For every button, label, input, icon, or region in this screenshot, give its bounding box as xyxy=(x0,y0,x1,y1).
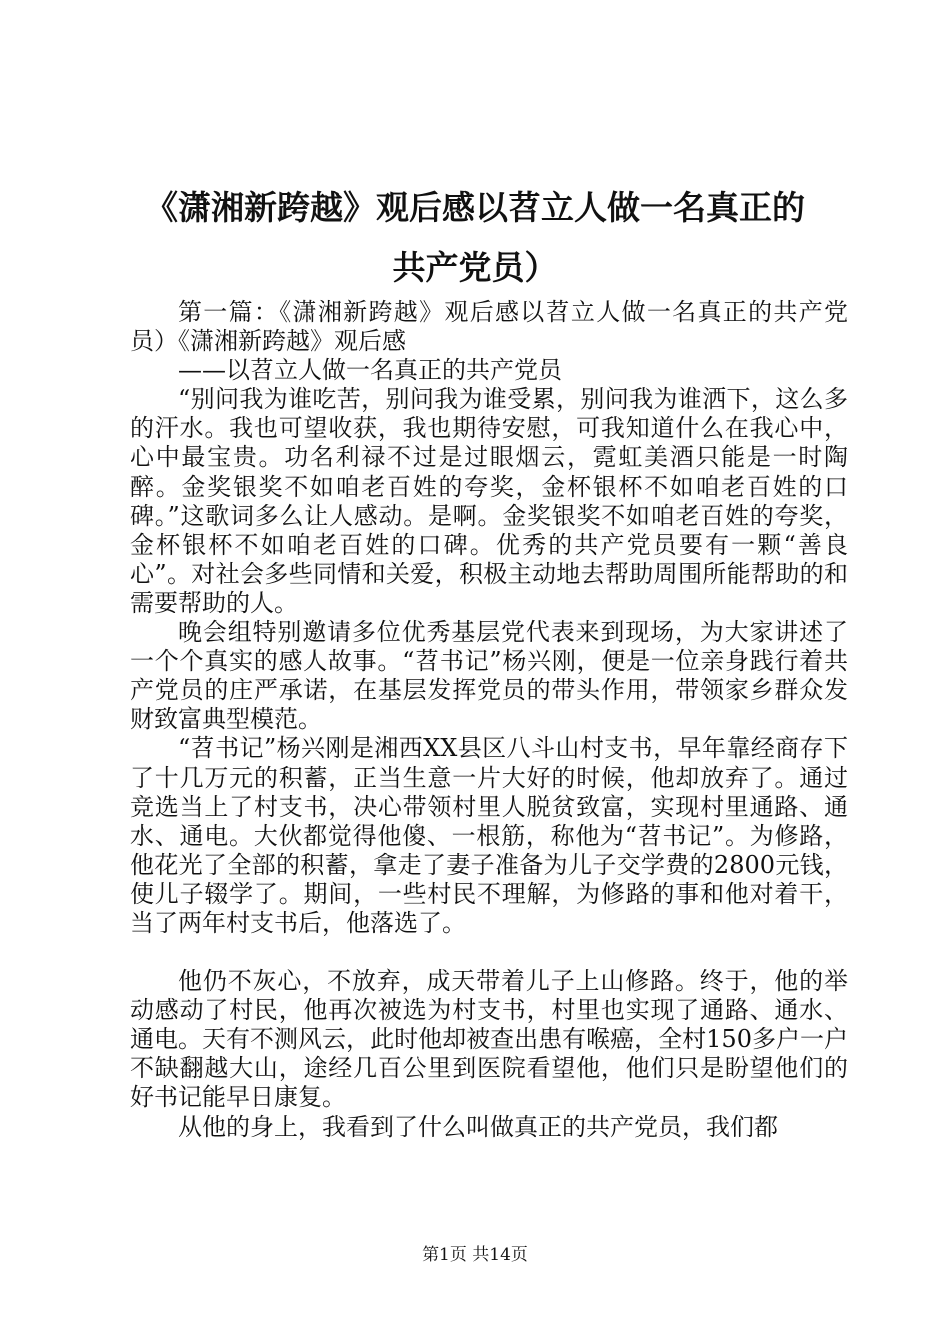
paragraph-story: “苕书记”杨兴刚是湘西XX县区八斗山村支书，早年靠经商存下了十几万元的积蓄，正当生意一片大好的时候，他却放弃了。通过竞选当上了村支书，决心带领村里人脱贫致富，实现村里通路、通水、通电。大伙都觉得他傻、一根筋，称他为“苕书记”。为修路，他花光了全部的积蓄，拿走了妻子准备为儿子交学费的2800元钱，使儿子辍学了。期间，一些村民不理解，为修路的事和他对着干，当了两年村支书后，他落选了。 xyxy=(130,734,848,937)
document-title-line-2: 共产党员） xyxy=(392,248,558,287)
paragraph-gala: 晚会组特别邀请多位优秀基层党代表来到现场，为大家讲述了一个个真实的感人故事。“苕书记”杨兴刚，便是一位亲身践行着共产党员的庄严承诺，在基层发挥党员的带头作用，带领家乡群众发财致富典型模范。 xyxy=(130,618,848,734)
paragraph-subtitle: ——以苕立人做一名真正的共产党员 xyxy=(178,356,562,385)
paragraph-intro: 第一篇：《潇湘新跨越》观后感以苕立人做一名真正的共产党员）《潇湘新跨越》观后感 xyxy=(130,298,848,356)
document-body xyxy=(130,298,848,1142)
paragraph-conclusion: 从他的身上，我看到了什么叫做真正的共产党员，我们都 xyxy=(178,1112,778,1141)
paragraph-perseverance: 他仍不灰心，不放弃，成天带着儿子上山修路。终于，他的举动感动了村民，他再次被选为村支书，村里也实现了通路、通水、通电。天有不测风云，此时他却被查出患有喉癌，全村150多户一户不缺翻越大山，途经几百公里到医院看望他，他们只是盼望他们的好书记能早日康复。 xyxy=(130,967,848,1112)
document-title-line-1: 《潇湘新跨越》观后感以苕立人做一名真正的 xyxy=(145,188,805,227)
paragraph-lyrics: “别问我为谁吃苦，别问我为谁受累，别问我为谁洒下，这么多的汗水。我也可望收获，我也期待安慰，可我知道什么在我心中，心中最宝贵。功名利禄不过是过眼烟云，霓虹美酒只能是一时陶醉。金奖银奖不如咱老百姓的夸奖，金杯银杯不如咱老百姓的口碑。”这歌词多么让人感动。是啊。金奖银奖不如咱老百姓的夸奖，金杯银杯不如咱老百姓的口碑。优秀的共产党员要有一颗“善良心”。对社会多些同情和关爱，积极主动地去帮助周围所能帮助的和需要帮助的人。 xyxy=(130,385,848,617)
page-footer: 第1页 共14页 xyxy=(422,1245,528,1265)
